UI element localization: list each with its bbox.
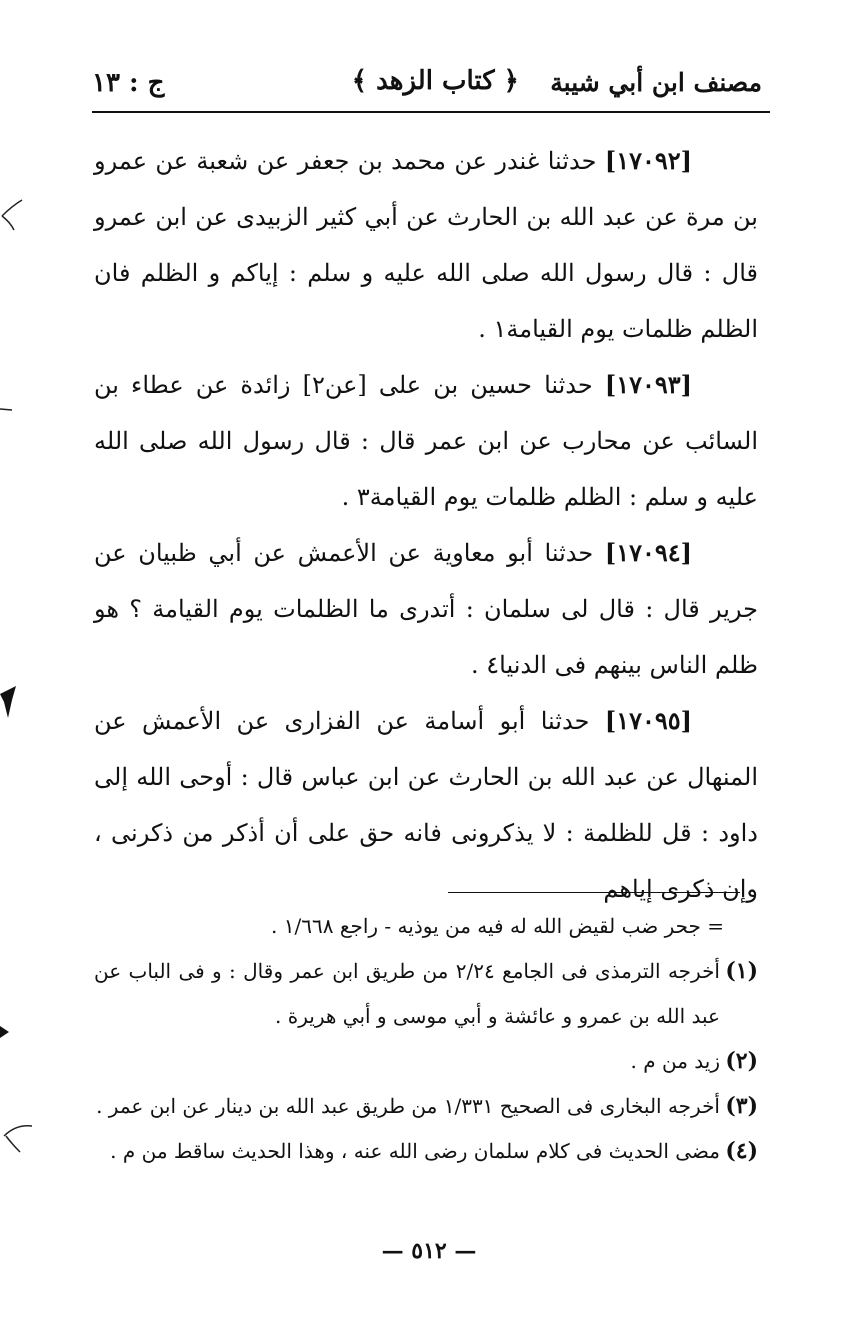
scan-edge-mark [0, 196, 26, 236]
footnote-text: مضى الحديث فى كلام سلمان رضى الله عنه ، وهذا الحديث ساقط من م . [110, 1139, 720, 1163]
footnote-item [94, 1084, 758, 1129]
book-title: مصنف ابن أبي شيبة [550, 68, 762, 97]
footnote-text: أخرجه البخارى فى الصحيح ١/٣٣١ من طريق عبد الله بن دينار عن ابن عمر . [96, 1094, 720, 1118]
footnotes [94, 904, 758, 1174]
hadith-number: [١٧٠٩٢] [604, 146, 692, 175]
footnote-item [94, 949, 758, 1039]
hadith-paragraph [94, 525, 758, 693]
scan-edge-mark [0, 404, 14, 414]
hadith-text: حدثنا أبو معاوية عن الأعمش عن أبي ظبيان عن جرير قال : قال لى سلمان : أتدرى ما الظلمات يوم القيامة ؟ هو ظلم الناس بينهم فى الدنيا٤ . [94, 539, 758, 679]
footnote-mark: (١) [725, 958, 758, 984]
footnote-text: زيد من م . [630, 1049, 720, 1073]
volume-number: ج : ١٣ [92, 68, 165, 98]
footnote-continuation: = جحر ضب لقيض الله له فيه من يوذيه - راجع ١/٦٦٨ . [271, 914, 724, 938]
hadith-paragraph [94, 133, 758, 357]
hadith-number: [١٧٠٩٥] [604, 706, 692, 735]
hadith-number: [١٧٠٩٤] [604, 538, 692, 567]
section-title: ﴿ كتاب الزهد ﴾ [351, 66, 519, 96]
footnote-mark: (٣) [725, 1093, 758, 1119]
scan-edge-mark [0, 1022, 12, 1040]
page-number: — ٥١٢ — [381, 1238, 477, 1264]
footnote-item [94, 1039, 758, 1084]
footnote-rule [448, 892, 740, 893]
hadith-text: حدثنا حسين بن على [عن٢] زائدة عن عطاء بن السائب عن محارب عن ابن عمر قال : قال رسول الله صلى الله عليه و سلم : الظلم ظلمات يوم القيامة٣ . [94, 371, 758, 511]
hadith-paragraph [94, 357, 758, 525]
hadith-paragraph [94, 693, 758, 917]
main-text [94, 133, 758, 917]
hadith-text: حدثنا غندر عن محمد بن جعفر عن شعبة عن عمرو بن مرة عن عبد الله بن الحارث عن أبي كثير الزبيدى عن ابن عمرو قال : قال رسول الله صلى الله عليه و سلم : إياكم و الظلم فان الظلم ظلمات يوم القيامة١ . [94, 147, 758, 343]
scan-edge-mark [0, 1112, 36, 1156]
footnote-mark: (٢) [725, 1048, 758, 1074]
header-rule [92, 111, 770, 113]
hadith-text: حدثنا أبو أسامة عن الفزارى عن الأعمش عن المنهال عن عبد الله بن الحارث عن ابن عباس قال : أوحى الله إلى داود : قل للظلمة : لا يذكرونى فانه حق على أن أذكر من ذكرنى ، وإن ذكرى إياهم [94, 707, 758, 903]
footnote-item [94, 1129, 758, 1174]
running-header [92, 64, 762, 104]
footnote-mark: (٤) [725, 1138, 758, 1164]
footnote-text: أخرجه الترمذى فى الجامع ٢/٢٤ من طريق ابن عمر وقال : و فى الباب عن عبد الله بن عمرو و عائشة و أبي موسى و أبي هريرة . [94, 959, 720, 1028]
hadith-number: [١٧٠٩٣] [604, 370, 692, 399]
scan-edge-mark [0, 680, 20, 724]
